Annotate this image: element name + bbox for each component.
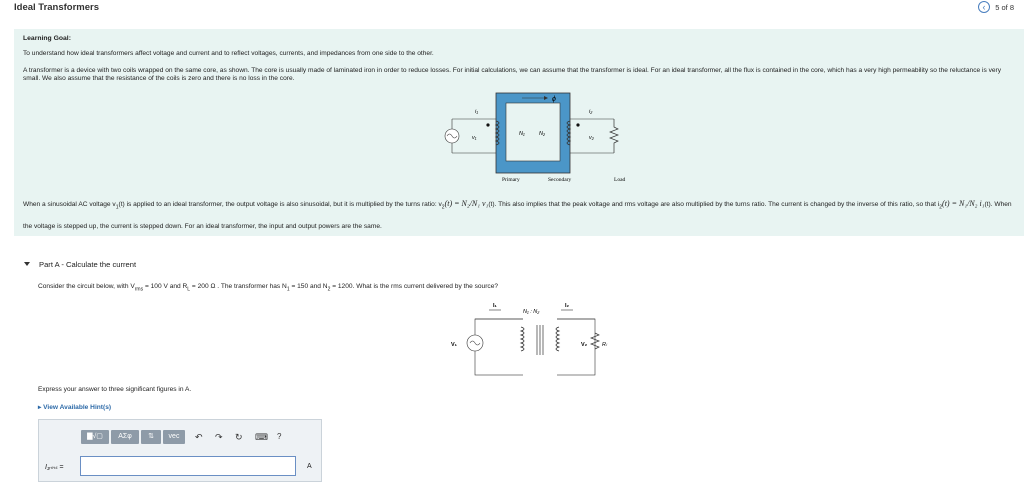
goal-paragraph-3: When a sinusoidal AC voltage $v_1(t)$ is applied to an ideal transformer, the output voltage is also sinusoidal, but it is multiplied by the turns ratio: $v_2(t) = N_2/N_1$ v₁(t). This also implies that the peak voltage and rms voltage are also multiplied by the turns ratio. The current is changed by the inverse of this ratio, so that $i_2(t) = N_1/N_2$ i₁(t). When the voltage is stepped up, the current is stepped down. For an ideal transformer, the input and output powers are the same. [23, 199, 1012, 231]
goal-paragraph-1: To understand how ideal transformers affect voltage and current and to reflect voltages, currents, and impedances from one side to the other. [23, 50, 434, 57]
part-a-circuit [445, 299, 630, 381]
answer-unit: A [307, 463, 312, 470]
v1-label: v₁ [472, 135, 477, 141]
RL-label: Rₗ [602, 342, 607, 348]
i2-label: i₂ [589, 109, 593, 115]
i1-label: i₁ [475, 109, 478, 115]
greek-button[interactable]: ΑΣφ [111, 430, 139, 444]
learning-goal-heading: Learning Goal: [23, 35, 71, 42]
learning-goal-panel [14, 29, 1024, 236]
goal-paragraph-2: A transformer is a device with two coils wrapped on the same core, as shown. The core is usually made of laminated iron in order to reduce losses. For initial calculations, we can assume that the transformer is ideal. For an ideal transformer, all the flux is contained in the core, which has a very high permeability so the reluctance is very small. We also assume that the resistance of the coils is zero and there is no loss in the core. [23, 67, 1002, 82]
part-a-title[interactable]: Part A - Calculate the current [39, 260, 137, 269]
part-a-question: Consider the circuit below, with $V_{rms} = 100$ V and $R_L = 200$ Ω . The transformer has $N_1 = 150$ and $N_2 = 1200$. What is the rms current delivered by the source? [38, 283, 499, 293]
I2-label: I₂ [565, 303, 569, 309]
redo-icon[interactable]: ↷ [215, 432, 223, 442]
flux-label: ϕ [552, 96, 556, 103]
answer-label: I₁ᵣₘₛ = [45, 464, 64, 471]
keyboard-icon[interactable]: ⌨ [255, 432, 268, 442]
v2-label: v₂ [589, 135, 594, 141]
arrows-button[interactable]: ⇅ [141, 430, 161, 444]
V2-label: V₂ [581, 342, 588, 348]
load-label: Load [614, 177, 626, 183]
n1-label: N₁ [519, 131, 525, 137]
help-icon[interactable]: ? [277, 432, 282, 441]
answer-box [38, 419, 322, 482]
templates-button[interactable]: ▇√▢ [81, 430, 109, 444]
top-bar [0, 0, 1024, 15]
vec-button[interactable]: vec [163, 430, 185, 444]
answer-instructions: Express your answer to three significant figures in A. [38, 386, 192, 393]
transformer-diagram [432, 91, 644, 185]
V1-label: V₁ [451, 342, 457, 348]
secondary-label: Secondary [548, 177, 572, 183]
page-counter: 5 of 8 [995, 3, 1014, 12]
n2-label: N₂ [539, 131, 546, 137]
answer-input[interactable] [80, 456, 296, 476]
primary-label: Primary [502, 177, 520, 183]
ratio-label: N₁ : N₂ [523, 309, 540, 315]
chevron-left-icon[interactable]: ‹ [978, 1, 990, 13]
reset-icon[interactable]: ↻ [235, 432, 243, 442]
page-title: Ideal Transformers [14, 2, 100, 13]
view-hints-link[interactable]: ▸ View Available Hint(s) [38, 404, 112, 411]
collapse-part-a-icon[interactable] [24, 262, 30, 266]
I1-label: I₁ [493, 303, 497, 309]
undo-icon[interactable]: ↶ [195, 432, 203, 442]
